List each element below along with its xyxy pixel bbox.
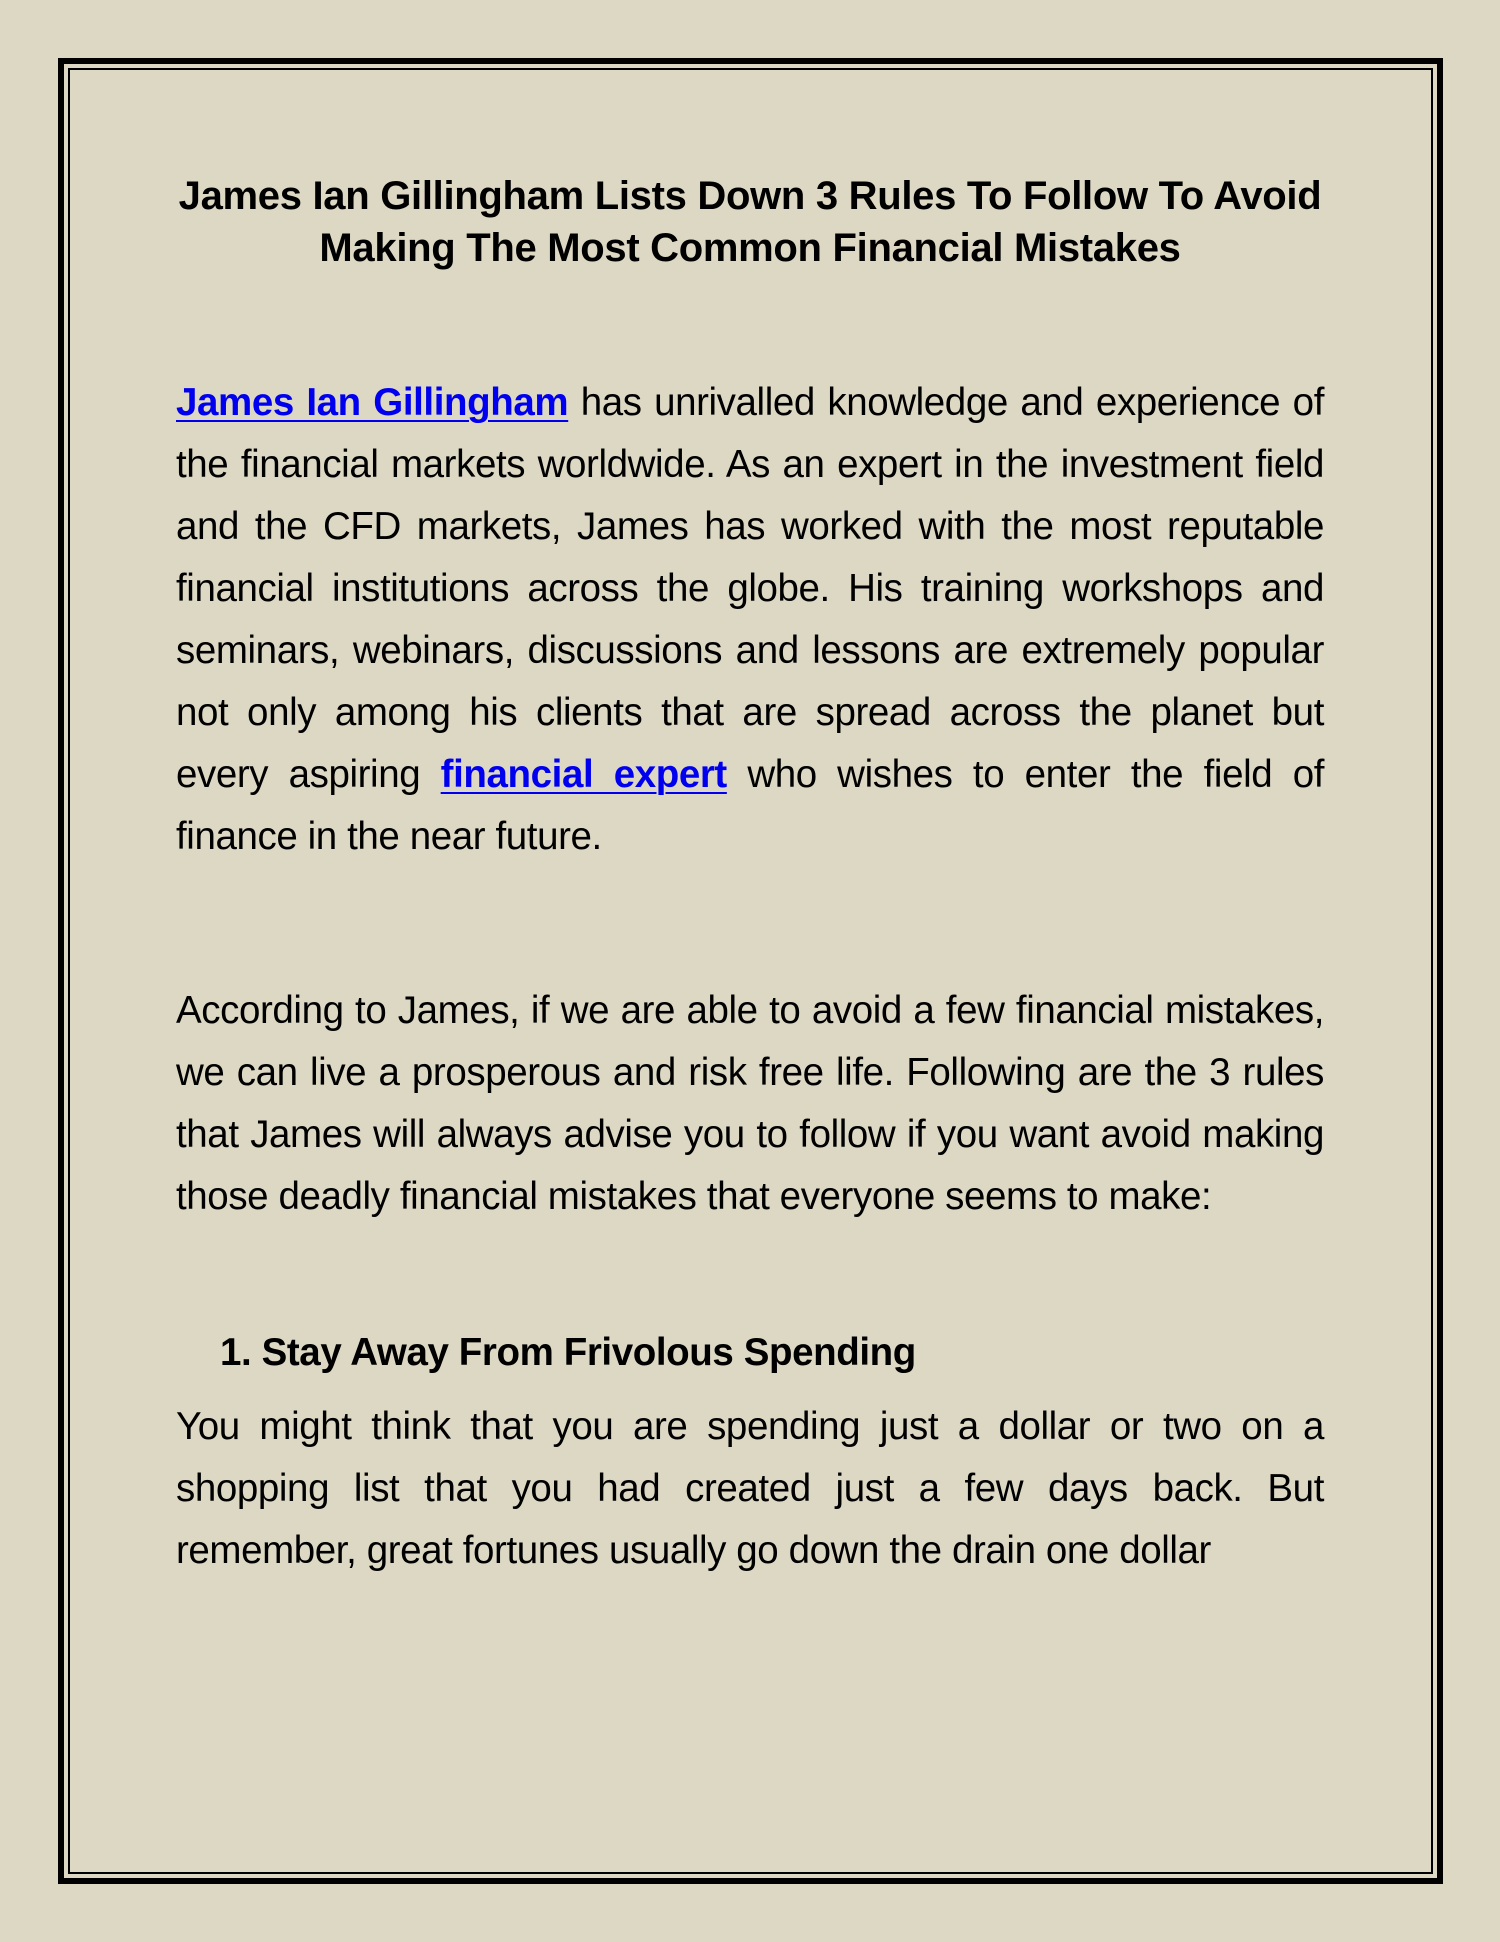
- rule-1-paragraph: You might think that you are spending just a dollar or two on a shopping list that you had created just a few days back. But remember, great fortunes usually go down the drain one dollar: [176, 1405, 1324, 1572]
- intro-text: has unrivalled knowledge and experience of the financial markets worldwide. As an expert in the investment field and the CFD markets, James has worked with the most reputable financial institutions across the globe. His training workshops and seminars, webinars, discussions and lessons are extremely popular not only among his clients that are spread across the planet but every aspiring: [176, 381, 1324, 796]
- financial-expert-link[interactable]: financial expert: [440, 753, 727, 796]
- document-title: James Ian Gillingham Lists Down 3 Rules To Follow To Avoid Making The Most Common Financial Mistakes: [178, 174, 1322, 270]
- james-ian-gillingham-link[interactable]: James Ian Gillingham: [176, 381, 569, 424]
- rule-1-title: Stay Away From Frivolous Spending: [261, 1331, 916, 1374]
- rule-1-heading: [220, 1322, 1324, 1384]
- intro-text-end: who wishes to enter the field of finance in the near future.: [176, 753, 1324, 858]
- document-body: [176, 170, 1324, 1582]
- rules-intro-paragraph: According to James, if we are able to avoid a few financial mistakes, we can live a prosperous and risk free life. Following are the 3 rules that James will always advise you to follow if you want avoid making those deadly financial mistakes that everyone seems to make:: [176, 989, 1324, 1218]
- intro-paragraph: [176, 372, 1324, 868]
- rule-1-number: 1.: [220, 1331, 252, 1374]
